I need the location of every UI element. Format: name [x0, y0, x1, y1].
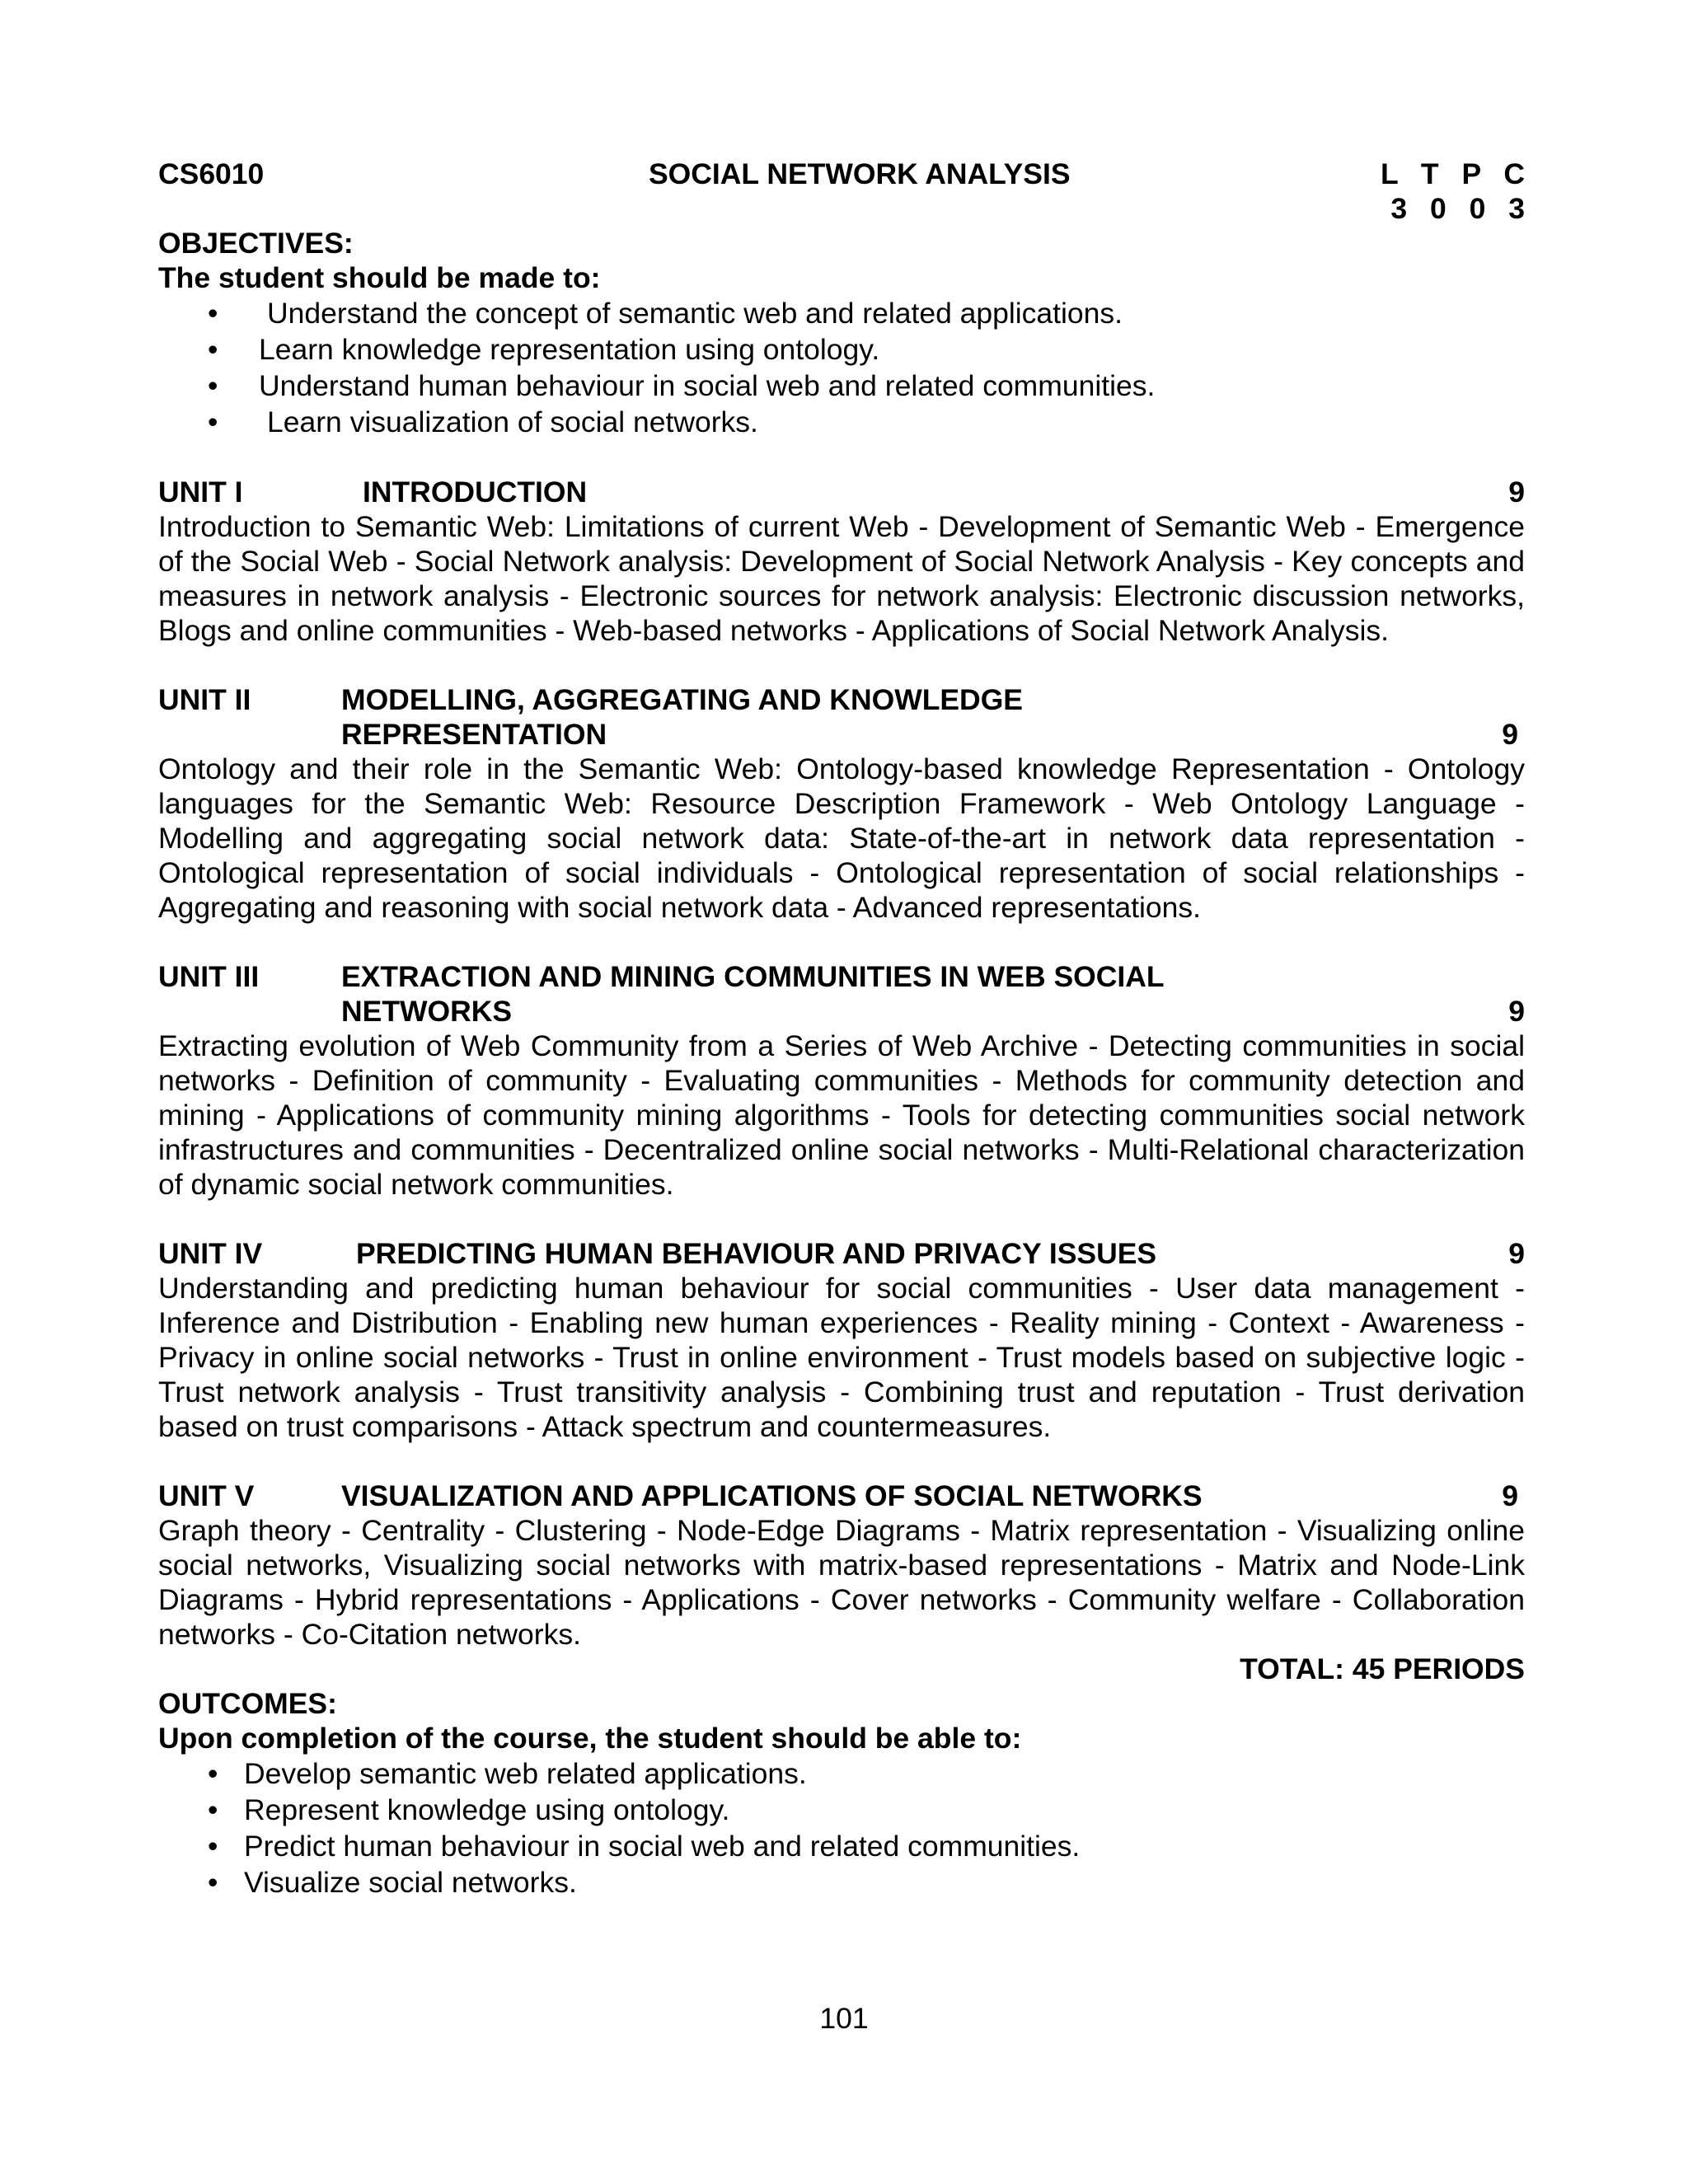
unit-hours: 9 — [1508, 995, 1525, 1028]
outcomes-intro: Upon completion of the course, the student should be able to: — [158, 1722, 1022, 1755]
objectives-heading: OBJECTIVES: — [158, 227, 354, 260]
bullet-icon: • — [208, 297, 218, 330]
unit-5 — [158, 1479, 1525, 1652]
course-header — [158, 157, 1532, 191]
bullet-icon: • — [208, 369, 218, 402]
unit-2 — [158, 682, 1525, 925]
unit-title: INTRODUCTION — [363, 476, 588, 509]
unit-body: Graph theory - Centrality - Clustering - Node-Edge Diagrams - Matrix representation - Visualizing online social networks, Visualizing social networks with matrix-based representations - Matrix and Node-Link Diagrams - Hybrid representations - Applications - Cover networks - Community welfare - Collaboration networks - Co-Citation networks. — [158, 1514, 1525, 1651]
course-title: SOCIAL NETWORK ANALYSIS — [649, 157, 1071, 190]
list-item: • Learn visualization of social networks. — [208, 405, 758, 438]
list-item: • Learn knowledge representation using ontology. — [208, 333, 880, 366]
unit-hours: 9 — [1508, 1237, 1525, 1270]
bullet-icon: • — [208, 405, 218, 438]
unit-hours: 9 — [1508, 476, 1525, 509]
unit-title-cont: REPRESENTATION — [341, 718, 607, 751]
unit-body: Understanding and predicting human behaviour for social communities - User data management - Inference and Distribution - Enabling new human experiences - Reality mining - Context - Awareness - Privacy in online social networks - Trust in online environment - Trust models based on subjective logic - Trust network analysis - Trust transitivity analysis - Combining trust and reputation - Trust derivation based on trust comparisons - Attack spectrum and countermeasures. — [158, 1272, 1525, 1443]
unit-title-cont: NETWORKS — [341, 995, 513, 1028]
ltpc-labels: L T P C — [1381, 157, 1532, 190]
list-item: • Visualize social networks. — [208, 1866, 577, 1899]
unit-title: MODELLING, AGGREGATING AND KNOWLEDGE — [341, 683, 1023, 716]
objectives-list — [158, 295, 1525, 440]
list-item: • Develop semantic web related applications. — [208, 1757, 807, 1790]
list-item: • Predict human behaviour in social web and related communities. — [208, 1830, 1081, 1863]
unit-title: PREDICTING HUMAN BEHAVIOUR AND PRIVACY ISSUES — [356, 1237, 1157, 1270]
page-number: 101 — [819, 2002, 869, 2035]
unit-title: VISUALIZATION AND APPLICATIONS OF SOCIAL NETWORKS — [341, 1479, 1203, 1512]
unit-hours: 9 — [1502, 718, 1518, 751]
objectives-intro: The student should be made to: — [158, 261, 601, 294]
unit-hours: 9 — [1502, 1479, 1518, 1512]
unit-label: UNIT I — [158, 476, 243, 509]
outcomes-list — [158, 1755, 1525, 1900]
bullet-icon: • — [208, 1757, 218, 1790]
unit-body: Ontology and their role in the Semantic Web: Ontology-based knowledge Representation - Ontology languages for the Semantic Web: Resource Description Framework - Web Ontology Language - Modelling and aggregating social network data: State-of-the-art in network data representation - Ontological representation of social individuals - Ontological representation of social relationships - Aggregating and reasoning with social network data - Advanced representations. — [158, 752, 1525, 924]
list-item: • Understand the concept of semantic web and related applications. — [208, 297, 1123, 330]
unit-body: Extracting evolution of Web Community from a Series of Web Archive - Detecting communities in social networks - Definition of community - Evaluating communities - Methods for community detection and mining - Applications of community mining algorithms - Tools for detecting communities social network infrastructures and communities - Decentralized online social networks - Multi-Relational characterization of dynamic social network communities. — [158, 1029, 1525, 1201]
unit-4 — [158, 1236, 1525, 1444]
list-item: • Understand human behaviour in social web and related communities. — [208, 369, 1156, 402]
bullet-icon: • — [208, 1866, 218, 1899]
unit-3 — [158, 959, 1525, 1202]
list-item: • Represent knowledge using ontology. — [208, 1793, 730, 1826]
unit-1 — [158, 475, 1525, 648]
unit-title: EXTRACTION AND MINING COMMUNITIES IN WEB SOCIAL — [341, 960, 1165, 993]
unit-label: UNIT IV — [158, 1237, 263, 1270]
bullet-icon: • — [208, 1830, 218, 1863]
unit-body: Introduction to Semantic Web: Limitations of current Web - Development of Semantic Web - Emergence of the Social Web - Social Network analysis: Development of Social Network Analysis - Key concepts and measures in network analysis - Electronic sources for network analysis: Electronic discussion networks, Blogs and online communities - Web-based networks - Applications of Social Network Analysis. — [158, 510, 1525, 647]
total-periods: TOTAL: 45 PERIODS — [1240, 1652, 1525, 1685]
course-code: CS6010 — [158, 157, 265, 190]
unit-label: UNIT II — [158, 683, 251, 716]
ltpc-values: 3 0 0 3 — [1390, 192, 1532, 225]
bullet-icon: • — [208, 1793, 218, 1826]
syllabus-page — [158, 157, 1532, 1900]
unit-label: UNIT III — [158, 960, 260, 993]
unit-label: UNIT V — [158, 1479, 255, 1512]
bullet-icon: • — [208, 333, 218, 366]
outcomes-heading: OUTCOMES: — [158, 1687, 337, 1720]
